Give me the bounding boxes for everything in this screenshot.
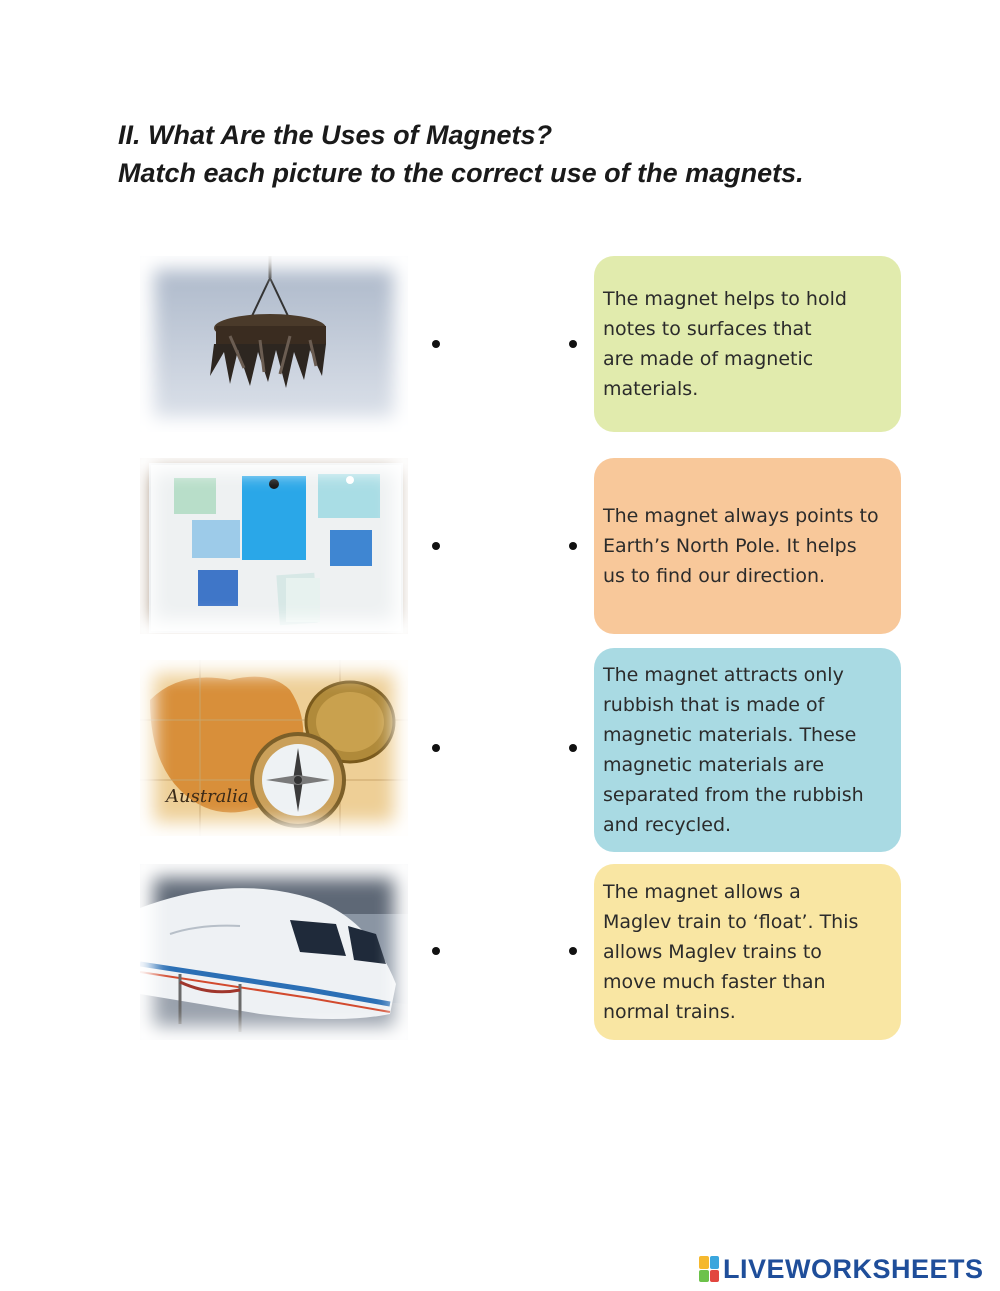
match-dot-left-3[interactable] — [432, 744, 440, 752]
picture-maglev — [140, 864, 408, 1040]
use-card-text: The magnet always points to Earth’s North Pole. It helps us to find our direction. — [603, 505, 879, 587]
logo-square — [710, 1256, 720, 1269]
match-dot-right-1[interactable] — [569, 340, 577, 348]
use-card-1 — [594, 256, 901, 432]
match-dot-left-1[interactable] — [432, 340, 440, 348]
logo-square — [699, 1270, 709, 1283]
brand-name: LIVEWORKSHEETS — [723, 1253, 984, 1284]
match-dot-left-2[interactable] — [432, 542, 440, 550]
heading-instructions: Match each picture to the correct use of the magnets. — [118, 158, 804, 188]
use-card-text: The magnet attracts only rubbish that is made of magnetic materials. These magnetic materials are separated from the rubbish and recycled. — [603, 664, 864, 836]
use-card-3 — [594, 648, 901, 852]
logo-square — [710, 1270, 720, 1283]
match-dot-right-3[interactable] — [569, 744, 577, 752]
heading-title: II. What Are the Uses of Magnets? — [118, 120, 553, 150]
maglev-train-icon — [140, 864, 408, 1040]
use-card-text: The magnet helps to hold notes to surfaces that are made of magnetic materials. — [603, 288, 847, 400]
map-label: Australia — [166, 786, 249, 807]
match-dot-right-4[interactable] — [569, 947, 577, 955]
electromagnet-crane-icon — [140, 256, 408, 432]
picture-compass — [140, 660, 408, 836]
use-card-4 — [594, 864, 901, 1040]
match-dot-left-4[interactable] — [432, 947, 440, 955]
fridge-notes-icon — [140, 458, 408, 634]
use-card-text: The magnet allows a Maglev train to ‘float’. This allows Maglev trains to move much faster than normal trains. — [603, 881, 859, 1023]
compass-map-icon — [140, 660, 408, 836]
liveworksheets-brand — [699, 1253, 984, 1285]
worksheet-heading — [118, 116, 804, 192]
use-card-2 — [594, 458, 901, 634]
logo-square — [699, 1256, 709, 1269]
match-dot-right-2[interactable] — [569, 542, 577, 550]
liveworksheets-logo-icon — [699, 1256, 719, 1282]
picture-fridge — [140, 458, 408, 634]
picture-crane — [140, 256, 408, 432]
